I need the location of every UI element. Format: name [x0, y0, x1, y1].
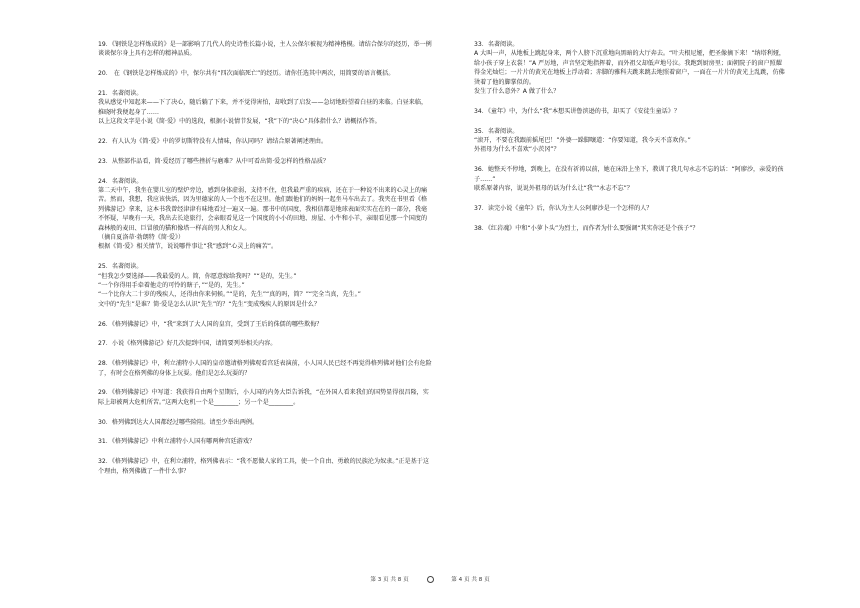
question-text: 34．《童年》中，为什么“我”本想买讲鲁滨逊的书，却买了《安徒生童话》？ — [474, 107, 681, 115]
question-block — [474, 165, 786, 193]
question-text: 19．《钢铁是怎样炼成的》是一部影响了几代人的史诗性长篇小说，主人公保尔被视为精神楷模。请结合保尔的经历，举一例谈谈保尔身上具有怎样的精神品质。 — [98, 41, 432, 58]
question-block — [474, 107, 786, 116]
question-text: 22．有人认为《简·爱》中的罗切斯特没有人情味，你认同吗？请结合原著阐述理由。 — [98, 138, 328, 146]
passage-line: 根据《简·爱》相关情节，说说哪件事让“我”感到“心灵上的痛苦”。 — [98, 243, 278, 251]
right-column — [474, 40, 786, 243]
question-block — [98, 262, 432, 309]
passage-line: （摘自夏洛蒂·勃朗特《简·爱》） — [98, 234, 185, 242]
left-page-number: 第 3 页 共 8 页 — [370, 577, 409, 583]
question-text: 38．《红岩魂》中和“小萝卜头”为烈士，而作者为什么要强调“其实你还是个孩子”？ — [474, 224, 699, 232]
passage-line: “一个你得用手牵着他走的可怜的瞎子，”“是的，先生。” — [98, 282, 245, 290]
question-text: 33．名著阅读。 — [474, 41, 519, 48]
question-block — [474, 40, 786, 96]
passage-line: 第二天中午，我坐在婴儿室的壁炉旁边，感到身体虚弱，支持不住，但我最严重的疾病，还在于一种说不出来的心灵上的痛苦。然而，我想，我应该快活，因为里德家的人一个也不在这里。他们跟他们的妈妈一起坐马车出去了。我夹在书里看《格列佛游记》拿来，这本书我曾经津津有味地看过一遍又一遍。那书中的国度，我相信都是地球表面实实在在的一部分，我毫不怀疑，早晚有一天，我出去长途旅行，会亲眼看见这一个国度的小小的田地、房屋、小牛和小羊，亲眼看见那一个国度的森林般的麦田、巨冒般的猫和像塔一样高的男人和女人。 — [98, 187, 428, 232]
question-block — [98, 457, 432, 476]
passage-line: “一个比你大二十岁的残疾人，还得由你来伺候。”“是的，先生”“真的吗，简？”“完全当真，先生。” — [98, 291, 361, 299]
passage-line: 文中的“先生”是谁？简·爱是怎么认识“先生”的？“先生”变成残疾人的原因是什么？ — [98, 300, 320, 308]
passage-line: 联系原著内容，说说外祖母的话为什么让“我”“永志不忘”？ — [474, 185, 633, 193]
question-block — [98, 89, 432, 127]
passage-line: 以上这段文字是小说《简·爱》中的选段，根据小说情节发展，“我”下的“决心”具体指什么？请概括作答。 — [98, 118, 381, 126]
passage-line: 我从感觉中知起来——下了决心，随后躺了下来，并不觉得害怕，却收到了启发——急切地盼望着白昼的来临。白昼来临，推晓时我便起身了…… — [98, 99, 428, 116]
circle-icon — [427, 576, 434, 583]
question-text: 32．《格列佛游记》中，在利立浦特，格列佛表示：“我不愿做人家的工具，使一个自由、勇敢的民族沦为奴隶。”正是基于这个理由，格列佛做了一件什么事？ — [98, 458, 429, 475]
question-text: 28．《格列佛游记》中，利立浦特小人国的皇帝邀请格列佛观看宫廷表演前，小人国人民已经不再觉得格列佛对他们会有危险了，有时会在格列佛的身体上玩耍。他们是怎么玩耍的？ — [98, 360, 432, 377]
question-text: 36．她整天不停地，到晚上，在没有祈祷以前，她在床沿上坐下，教训了我几句永志不忘的话：“阿廖沙，亲爱的孩子……” — [474, 166, 784, 183]
passage-line: “滚开，不要在我跟前摇尾巴！”外婆一跺脚嚷道：“你要知道，我今天不喜欢你。” — [474, 137, 691, 145]
passage-line: 发生了什么意外？A 做了什么？ — [474, 88, 560, 96]
question-block — [98, 137, 432, 146]
question-block — [98, 437, 432, 446]
question-block — [98, 339, 432, 348]
question-block — [98, 40, 432, 59]
question-text: 35．名著阅读。 — [474, 127, 519, 135]
passage-line: 外祖母为什么不喜欢“小茨冈”？ — [474, 146, 560, 154]
question-text: 29．《格列佛游记》中写道：我获得自由两个星期后，小人国的内务大臣告诉我，“在外国人看来我们的国势显得很昌隆，实际上却被两大危机所苦。”这两大危机一个是________；另一个是________。 — [98, 389, 429, 406]
question-text: 26．《格列佛游记》中，“我”来到了大人国的皇宫，受到了王后的侏儒的哪些欺侮？ — [98, 320, 323, 328]
right-page-number: 第 4 页 共 8 页 — [451, 577, 490, 583]
question-text: 21．名著阅读。 — [98, 90, 143, 97]
question-block — [98, 69, 432, 78]
question-text: 25．名著阅读。 — [98, 263, 143, 271]
question-block — [98, 177, 432, 252]
question-block — [474, 224, 786, 233]
question-text: 24．名著阅读。 — [98, 177, 143, 185]
question-text: 31．《格列佛游记》中利立浦特小人国有哪两种宫廷游戏？ — [98, 438, 256, 446]
question-text: 27．小说《格列佛游记》好几次提到中国，请简要列举相关内容。 — [98, 340, 277, 348]
passage-line: “但我怎少要选择——我最爱的人。简，你愿意嫁给我吗？”“是的，先生。” — [98, 272, 297, 280]
passage-line: A 大叫一声，从地板上跳起身来，两个人膀下沉重地向黑暗的大厅奔去。“叶夫根尼娅，把圣像摘下来！”纳塔利娅，给小孩子穿上衣裳！”A 严厉地，声音坚定地指挥着，而外祖父却低声地号泣。我跑到厨房里；面朝院子的窗户照耀得金光灿烂；一片片的黄光在地板上浮动着；赤脚的雅科夫跳来跳去地照着窗户，一面在一片片的黄光上乱跳，仿佛烫着了他的脚掌似的。 — [474, 50, 786, 86]
page-footer — [0, 575, 860, 583]
question-text: 23．从整部作品看，简·爱经历了哪些挫折与磨难？从中可看出简·爱怎样的性格品质？ — [98, 157, 330, 165]
question-block — [98, 418, 432, 427]
question-block — [474, 127, 786, 155]
question-block — [98, 388, 432, 407]
question-block — [98, 157, 432, 166]
question-block — [98, 320, 432, 329]
question-block — [474, 204, 786, 213]
question-text: 30．格列佛到达大人国都经过哪些险阻。请至少举出两例。 — [98, 418, 259, 426]
question-block — [98, 359, 432, 378]
question-text: 37．读完小说《童年》后，你认为主人公阿廖沙是一个怎样的人？ — [474, 204, 653, 212]
left-column — [98, 40, 432, 486]
question-text: 20． 在《钢铁是怎样炼成的》中，保尔共有“四次面临死亡”的经历。请你任选其中两次，用简要的语言概括。 — [98, 70, 395, 78]
